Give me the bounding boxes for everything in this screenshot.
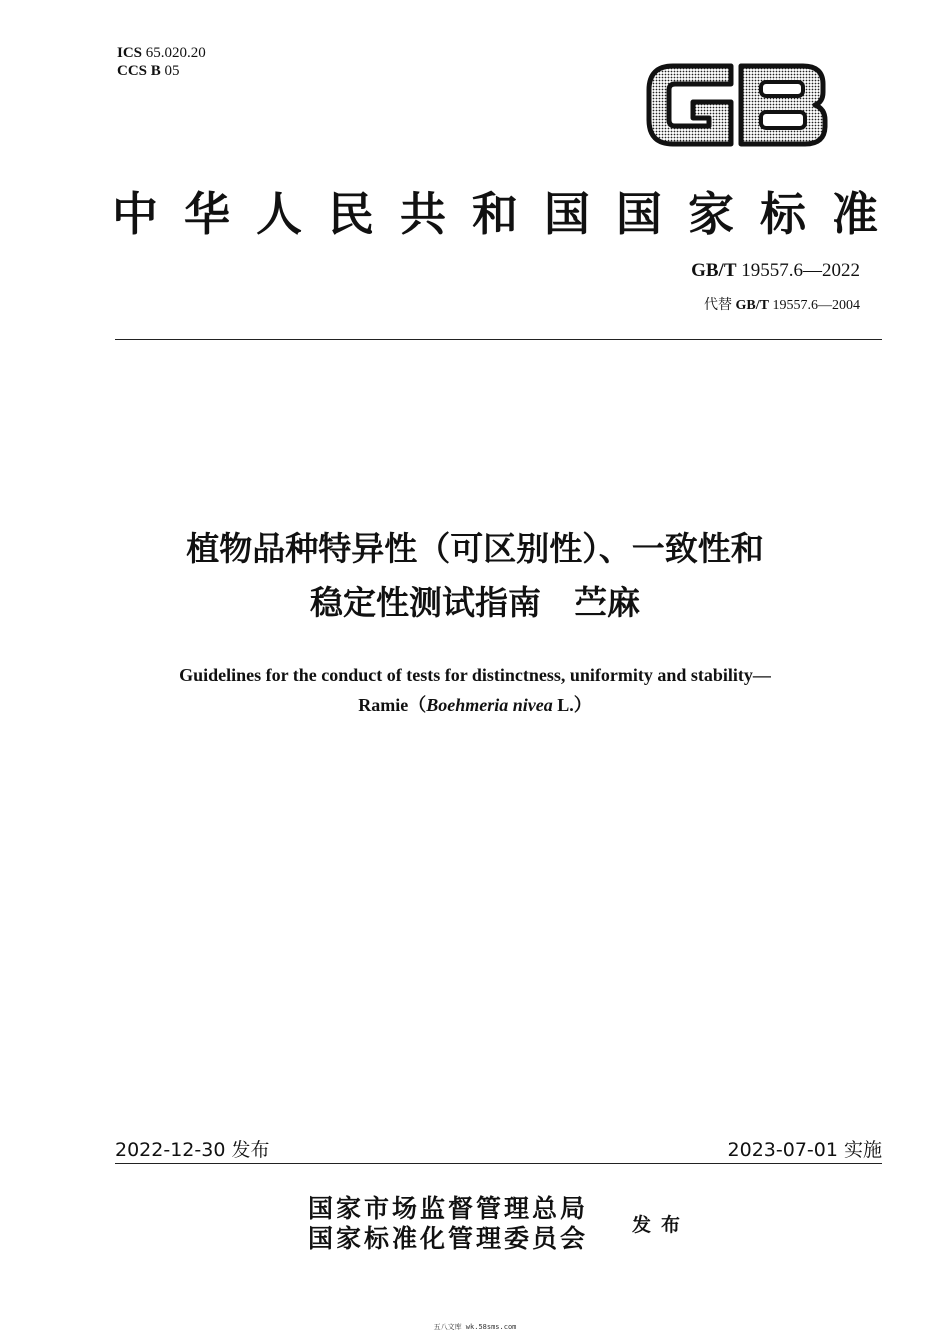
- replaces-number: 19557.6—2004: [772, 298, 860, 313]
- gb-logo-icon: [643, 58, 831, 152]
- ccs-label: CCS: [117, 63, 148, 79]
- ccs-code: 05: [164, 63, 180, 79]
- issue-word: 发布: [632, 1214, 691, 1236]
- standard-number-prefix: GB/T: [691, 260, 737, 281]
- english-title-line2: [0, 690, 950, 720]
- english-title-prefix: Ramie（: [358, 695, 427, 715]
- english-title-line1: Guidelines for the conduct of tests for distinctness, uniformity and stability—: [179, 665, 771, 685]
- ccs-line: [117, 62, 206, 80]
- replaces-code: GB/T: [735, 298, 769, 313]
- replaces-prefix: 代替: [704, 298, 733, 313]
- classification-codes: [117, 44, 206, 80]
- chinese-title: [0, 522, 950, 630]
- ics-code: 65.020.20: [145, 45, 206, 61]
- english-title: [0, 660, 950, 720]
- standard-number-value: 19557.6—2022: [741, 260, 860, 281]
- english-title-suffix: L.）: [552, 695, 592, 715]
- issue-date: 2022-12-30 发布: [115, 1139, 270, 1161]
- issuer-samr: 国家市场监督管理总局: [308, 1194, 589, 1223]
- issuer-sac: 国家标准化管理委员会: [308, 1224, 589, 1253]
- ics-label: ICS: [117, 45, 143, 61]
- footer-watermark: 五八文库 wk.58sms.com: [433, 1323, 517, 1331]
- chinese-title-line2: 稳定性测试指南 苎麻: [310, 583, 640, 622]
- issuing-authorities: [308, 1194, 588, 1254]
- ics-line: [117, 44, 206, 62]
- standard-number: [691, 260, 860, 282]
- ccs-letter: B: [150, 63, 161, 79]
- footer-divider: [115, 1163, 882, 1164]
- chinese-title-line1: 植物品种特异性（可区别性）、一致性和: [186, 529, 764, 568]
- standard-title: 中华人民共和国国家标准: [112, 187, 884, 241]
- header-divider: [115, 339, 882, 340]
- latin-name: Boehmeria nivea: [426, 695, 553, 715]
- replaces-line: [704, 294, 860, 314]
- implementation-date: 2023-07-01 实施: [727, 1139, 882, 1161]
